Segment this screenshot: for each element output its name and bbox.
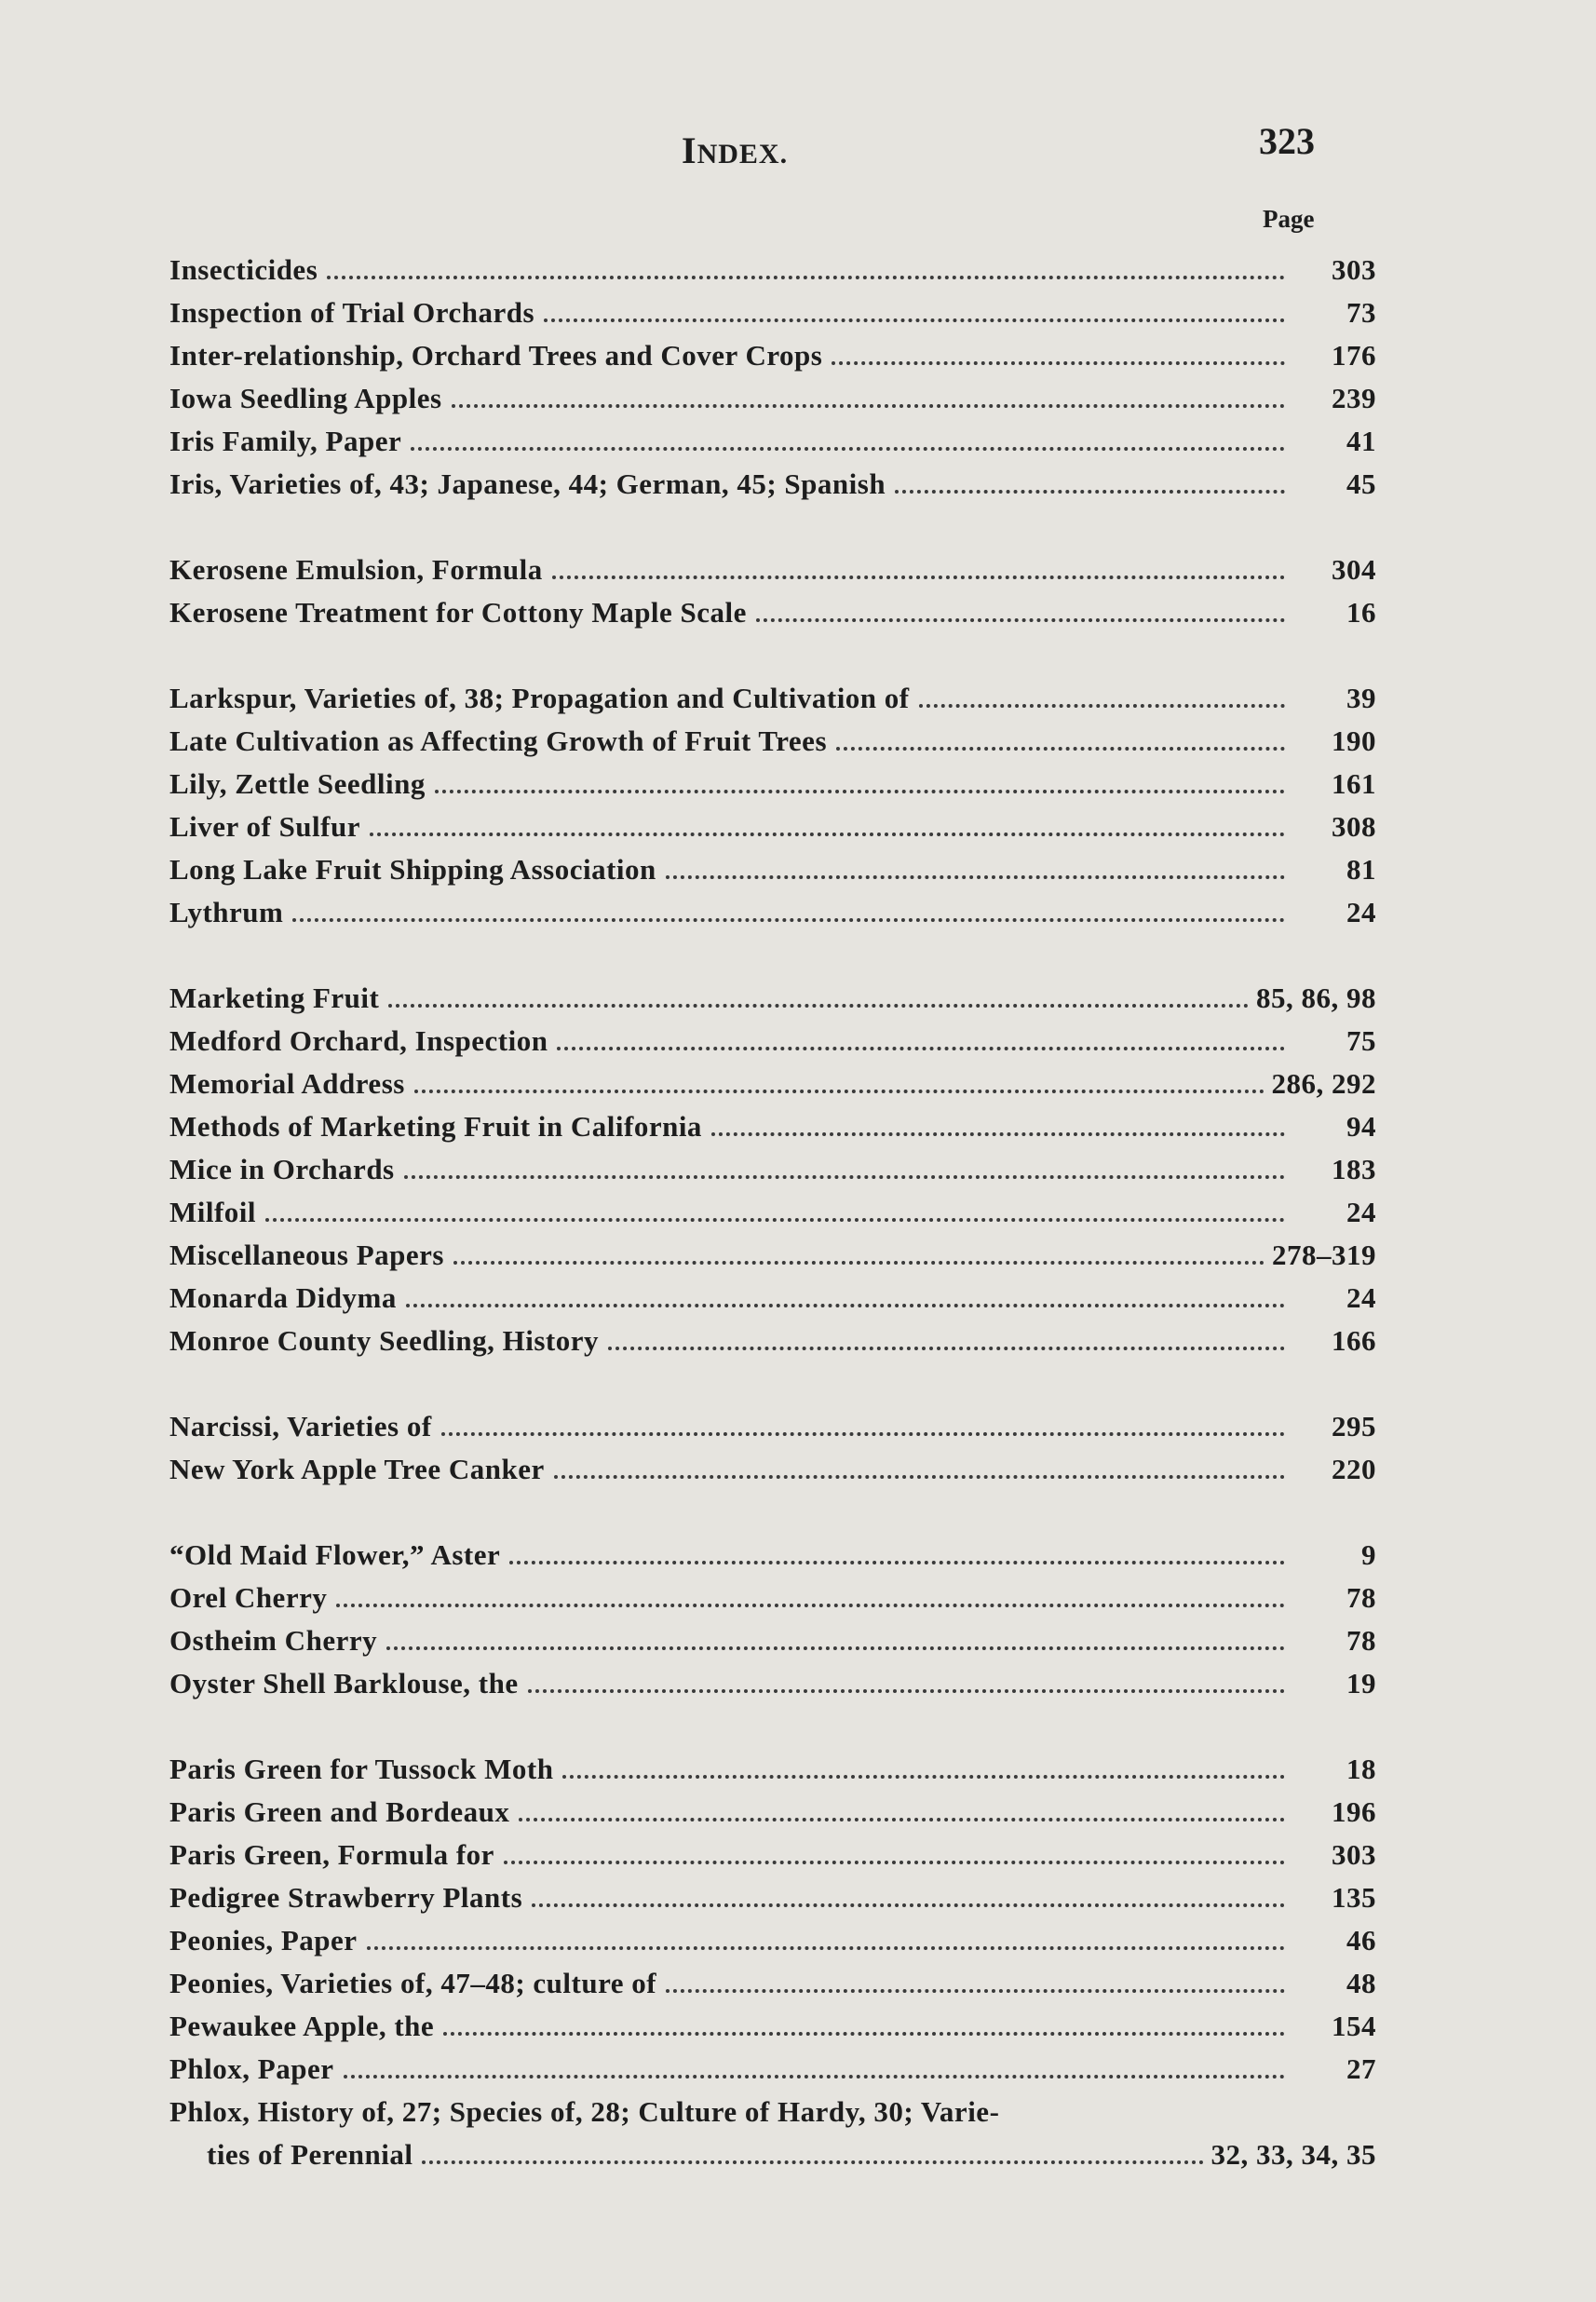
index-entry	[169, 458, 1376, 501]
entry-text: Ostheim Cherry	[169, 1624, 378, 1657]
index-entry	[169, 1443, 1376, 1486]
entry-pages: 18	[1346, 1753, 1376, 1785]
index-entry	[169, 2086, 1376, 2129]
entry-pages: 303	[1332, 253, 1376, 286]
entry-text: Monarda Didyma	[169, 1281, 397, 1314]
entry-text: Methods of Marketing Fruit in California	[169, 1110, 702, 1143]
entry-text: Kerosene Emulsion, Formula	[169, 553, 543, 586]
entry-pages: 286, 292	[1271, 1067, 1376, 1100]
index-entry	[169, 1786, 1376, 1829]
entry-text: Kerosene Treatment for Cottony Maple Scale	[169, 596, 747, 629]
dot-leader	[404, 1175, 1285, 1179]
title-rest: NDEX.	[697, 139, 789, 169]
entry-pages: 46	[1346, 1924, 1376, 1957]
entry-pages: 41	[1346, 425, 1376, 457]
dot-leader	[666, 875, 1285, 879]
index-entry	[169, 2043, 1376, 2086]
index-entry	[169, 1872, 1376, 1915]
index-entry	[169, 1915, 1376, 1957]
index-entry	[169, 972, 1376, 1015]
dot-leader	[386, 1646, 1285, 1650]
dot-leader	[832, 361, 1285, 365]
index-entry	[169, 844, 1376, 887]
entry-pages: 24	[1346, 1281, 1376, 1314]
entry-text: Lily, Zettle Seedling	[169, 767, 426, 800]
dot-leader	[414, 1090, 1265, 1093]
entry-text: Larkspur, Varieties of, 38; Propagation and Cultivation of	[169, 682, 910, 714]
entry-pages: 190	[1332, 724, 1376, 757]
entry-text: Memorial Address	[169, 1067, 405, 1100]
entry-pages: 161	[1332, 767, 1376, 800]
entry-pages: 303	[1332, 1838, 1376, 1871]
index-entry	[169, 1658, 1376, 1700]
entry-text: Long Lake Fruit Shipping Association	[169, 853, 656, 886]
dot-leader	[532, 1903, 1285, 1907]
entry-pages: 81	[1346, 853, 1376, 886]
dot-leader	[367, 1946, 1285, 1950]
index-entry	[169, 372, 1376, 415]
entry-text: Late Cultivation as Affecting Growth of Fruit Trees	[169, 724, 828, 757]
entry-text: Monroe County Seedling, History	[169, 1324, 599, 1357]
index-entry	[169, 2000, 1376, 2043]
index-group	[169, 1401, 1376, 1486]
dot-leader	[344, 2075, 1286, 2079]
index-entry	[169, 1229, 1376, 1272]
index-entry	[169, 1829, 1376, 1872]
entry-text: Milfoil	[169, 1196, 257, 1228]
entry-text: Narcissi, Varieties of	[169, 1410, 432, 1442]
index-entry	[169, 1272, 1376, 1315]
entry-pages: 183	[1332, 1153, 1376, 1185]
index-entry	[169, 887, 1376, 929]
entry-text: Lythrum	[169, 896, 284, 928]
page-title	[682, 129, 788, 172]
entry-pages: 166	[1332, 1324, 1376, 1357]
dot-leader	[711, 1132, 1285, 1136]
dot-leader	[504, 1861, 1285, 1864]
index-entry	[169, 330, 1376, 372]
dot-leader	[370, 833, 1285, 836]
dot-leader	[836, 747, 1285, 751]
entry-pages: 176	[1332, 339, 1376, 372]
entry-text: Mice in Orchards	[169, 1153, 395, 1185]
dot-leader	[265, 1218, 1285, 1222]
entry-text: Inter-relationship, Orchard Trees and Cover Crops	[169, 339, 823, 372]
index-entry	[169, 2129, 1376, 2172]
dot-leader	[406, 1304, 1285, 1307]
dot-leader	[435, 790, 1285, 793]
dot-leader	[509, 1561, 1285, 1564]
index-entry	[169, 1572, 1376, 1615]
index-entry	[169, 1015, 1376, 1058]
entry-pages: 48	[1346, 1967, 1376, 1999]
entry-pages: 94	[1346, 1110, 1376, 1143]
entry-text: Insecticides	[169, 253, 318, 286]
index-group	[169, 972, 1376, 1358]
entry-pages: 220	[1332, 1453, 1376, 1485]
entry-text: Iris, Varieties of, 43; Japanese, 44; German, 45; Spanish	[169, 467, 886, 500]
entry-pages: 16	[1346, 596, 1376, 629]
dot-leader	[453, 1261, 1265, 1265]
page-column-label: Page	[1263, 205, 1315, 233]
index-entry	[169, 715, 1376, 758]
entry-text: Paris Green and Bordeaux	[169, 1795, 510, 1828]
dot-leader	[666, 1989, 1285, 1993]
entry-pages: 135	[1332, 1881, 1376, 1914]
page-number: 323	[1259, 120, 1315, 162]
entry-text: Liver of Sulfur	[169, 810, 360, 843]
entry-pages: 75	[1346, 1024, 1376, 1057]
entry-text: “Old Maid Flower,” Aster	[169, 1538, 501, 1571]
index-entry	[169, 415, 1376, 458]
entry-pages: 73	[1346, 296, 1376, 329]
index-entry	[169, 801, 1376, 844]
entry-pages: 78	[1346, 1624, 1376, 1657]
entry-text: Inspection of Trial Orchards	[169, 296, 535, 329]
entry-pages: 9	[1361, 1538, 1376, 1571]
entry-text: Miscellaneous Papers	[169, 1239, 444, 1271]
index-entry	[169, 1315, 1376, 1358]
dot-leader	[292, 918, 1285, 922]
dot-leader	[336, 1604, 1285, 1607]
entry-pages: 27	[1346, 2052, 1376, 2085]
index-list	[169, 244, 1376, 2214]
index-entry	[169, 587, 1376, 630]
index-entry	[169, 544, 1376, 587]
entry-pages: 295	[1332, 1410, 1376, 1442]
entry-text: Iowa Seedling Apples	[169, 382, 442, 414]
index-entry	[169, 1743, 1376, 1786]
dot-leader	[552, 576, 1285, 579]
entry-text: Pewaukee Apple, the	[169, 2010, 435, 2042]
entry-pages: 19	[1346, 1667, 1376, 1699]
entry-pages: 308	[1332, 810, 1376, 843]
dot-leader	[519, 1818, 1285, 1821]
entry-text: Phlox, Paper	[169, 2052, 334, 2085]
entry-text: ties of Perennial	[207, 2138, 413, 2171]
dot-leader	[544, 318, 1285, 322]
index-entry	[169, 1144, 1376, 1186]
index-group	[169, 544, 1376, 630]
index-entry	[169, 1957, 1376, 2000]
entry-text: Pedigree Strawberry Plants	[169, 1881, 523, 1914]
dot-leader	[608, 1347, 1285, 1350]
entry-text: Oyster Shell Barklouse, the	[169, 1667, 519, 1699]
entry-text: Phlox, History of, 27; Species of, 28; Culture of Hardy, 30; Varie-	[169, 2095, 1000, 2128]
entry-text: Paris Green, Formula for	[169, 1838, 494, 1871]
index-entry	[169, 1101, 1376, 1144]
entry-text: Paris Green for Tussock Moth	[169, 1753, 554, 1785]
entry-pages: 85, 86, 98	[1256, 982, 1376, 1014]
entry-pages: 278–319	[1272, 1239, 1376, 1271]
index-entry	[169, 1401, 1376, 1443]
entry-text: New York Apple Tree Canker	[169, 1453, 545, 1485]
dot-leader	[756, 618, 1285, 622]
entry-text: Medford Orchard, Inspection	[169, 1024, 548, 1057]
dot-leader	[443, 2032, 1285, 2036]
dot-leader	[919, 704, 1285, 708]
index-entry	[169, 1615, 1376, 1658]
index-group	[169, 1743, 1376, 2172]
dot-leader	[422, 2160, 1203, 2164]
entry-pages: 45	[1346, 467, 1376, 500]
index-entry	[169, 287, 1376, 330]
index-entry	[169, 1186, 1376, 1229]
index-group	[169, 672, 1376, 929]
dot-leader	[327, 276, 1285, 279]
entry-pages: 24	[1346, 1196, 1376, 1228]
index-entry	[169, 758, 1376, 801]
index-entry	[169, 672, 1376, 715]
dot-leader	[557, 1047, 1285, 1050]
dot-leader	[452, 404, 1285, 408]
dot-leader	[388, 1004, 1249, 1008]
entry-text: Marketing Fruit	[169, 982, 380, 1014]
index-entry	[169, 244, 1376, 287]
entry-text: Iris Family, Paper	[169, 425, 402, 457]
entry-pages: 239	[1332, 382, 1376, 414]
index-entry	[169, 1058, 1376, 1101]
dot-leader	[411, 447, 1285, 451]
entry-pages: 304	[1332, 553, 1376, 586]
index-entry	[169, 1529, 1376, 1572]
entry-pages: 78	[1346, 1581, 1376, 1614]
entry-text: Peonies, Varieties of, 47–48; culture of	[169, 1967, 657, 1999]
entry-pages: 32, 33, 34, 35	[1211, 2138, 1376, 2171]
index-group	[169, 1529, 1376, 1700]
entry-pages: 196	[1332, 1795, 1376, 1828]
entry-pages: 154	[1332, 2010, 1376, 2042]
entry-pages: 24	[1346, 896, 1376, 928]
entry-pages: 39	[1346, 682, 1376, 714]
index-group	[169, 244, 1376, 501]
entry-text: Orel Cherry	[169, 1581, 328, 1614]
entry-text: Peonies, Paper	[169, 1924, 358, 1957]
dot-leader	[895, 490, 1285, 494]
dot-leader	[562, 1775, 1285, 1779]
title-initial: I	[682, 129, 697, 171]
dot-leader	[528, 1689, 1285, 1693]
dot-leader	[554, 1475, 1285, 1479]
dot-leader	[441, 1432, 1285, 1436]
